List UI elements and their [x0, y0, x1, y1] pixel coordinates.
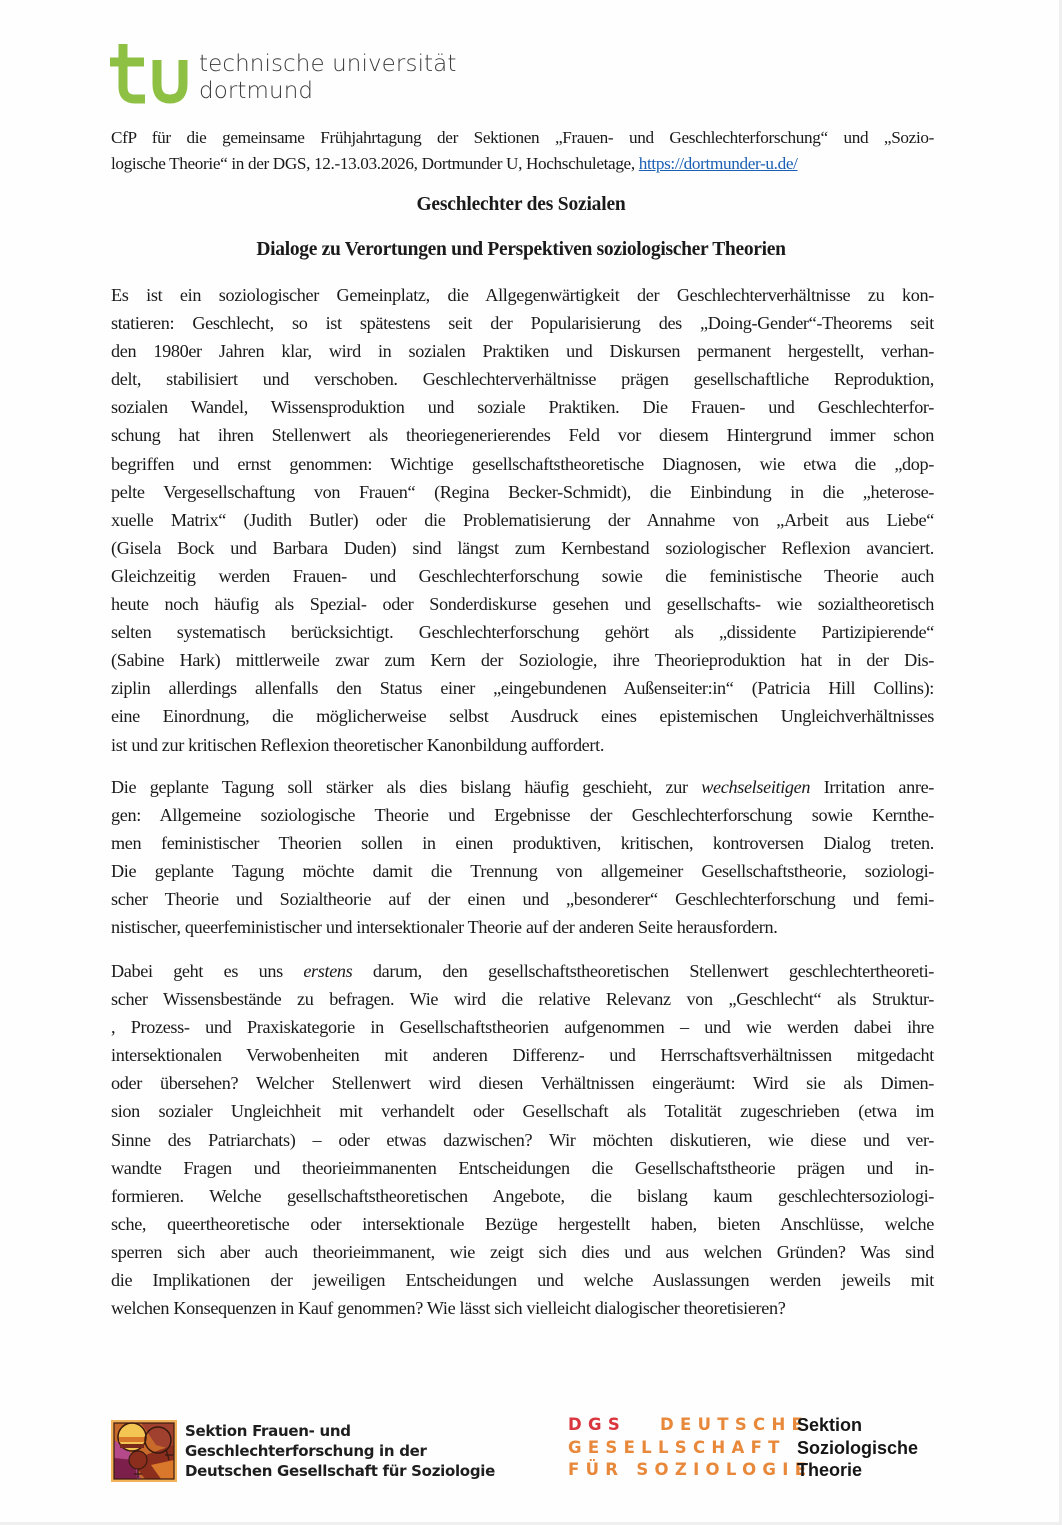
paragraph-line	[111, 773, 934, 801]
paragraph-line: sion sozialer Ungleichheit mit verhandelt oder Gesellschaft als Totalität zugeschrieben (etwa im	[111, 1101, 934, 1122]
paragraph-line: eine Einordnung, die möglicherweise selbst Ausdruck eines epistemischen Ungleichverhältnisses	[111, 706, 934, 727]
paragraph-line: heute noch häufig als Spezial- oder Sonderdiskurse gesehen und gesellschafts- wie sozialtheoretisch	[111, 594, 934, 615]
document-subtitle: Dialoge zu Verortungen und Perspektiven soziologischer Theorien	[256, 239, 786, 260]
text-run: Die geplante Tagung soll stärker als dies bislang häufig geschieht, zur	[111, 777, 702, 797]
text-run: darum, den gesellschaftstheoretischen Stellenwert geschlechtertheoreti-	[352, 961, 935, 981]
paragraph-3	[111, 957, 934, 1322]
sektion-theorie-line1: Sektion	[797, 1415, 863, 1435]
dortmunder-u-link[interactable]: https://dortmunder-u.de/	[638, 154, 798, 173]
paragraph-2	[111, 773, 934, 942]
paragraph-line: xuelle Matrix“ (Judith Butler) oder die Problematisierung der Annahme von „Arbeit aus Liebe“	[111, 509, 934, 530]
university-name-line1: technische universität	[199, 51, 457, 77]
dgs-abbreviation: DGS	[568, 1415, 627, 1434]
paragraph-line: ziplin allerdings allenfalls den Status einer „eingebundenen Außenseiter:in“ (Patricia Hill Collins):	[111, 678, 934, 699]
university-name	[199, 51, 457, 105]
paragraph-line	[111, 957, 934, 985]
cfp-line-2-text: logische Theorie“ in der DGS, 12.-13.03.2026, Dortmunder U, Hochschuletage,	[111, 154, 639, 173]
sektion-theorie-line2: Soziologische	[797, 1437, 919, 1458]
emphasis-erstens: erstens	[303, 961, 353, 981]
paragraph-line: welchen Konsequenzen in Kauf genommen? Wie lässt sich vielleicht dialogischer theoretisieren?	[111, 1298, 786, 1319]
emphasis-wechselseitigen: wechselseitigen	[701, 777, 811, 797]
cfp-intro	[111, 125, 934, 177]
paragraph-line: den 1980er Jahren klar, wird in sozialen Praktiken und Diskursen permanent hergestellt, verhan-	[111, 341, 934, 362]
paragraph-line: intersektionalen Verwobenheiten mit anderen Differenz- und Herrschaftsverhältnissen mitgedacht	[111, 1045, 934, 1066]
paragraph-line: gen: Allgemeine soziologische Theorie und Ergebnisse der Geschlechterforschung sowie Kernthe-	[111, 805, 934, 826]
paragraph-1	[111, 281, 934, 759]
paragraph-line: (Sabine Hark) mittlerweile zwar zum Kern der Soziologie, ihre Theorieproduktion hat in der Dis-	[111, 650, 934, 671]
sektion-frauen-line1: Sektion Frauen- und	[185, 1422, 351, 1440]
tu-dortmund-logo-icon	[110, 44, 190, 104]
paragraph-line: men feministischer Theorien sollen in einen produktiven, kritischen, kontroversen Dialog treten.	[111, 833, 934, 854]
text-run: Dabei geht es uns	[111, 961, 304, 981]
paragraph-line: formieren. Welche gesellschaftstheoretischen Angebote, die bislang kaum geschlechtersoziologi-	[111, 1185, 934, 1206]
paragraph-line: Sinne des Patriarchats) – oder etwas dazwischen? Wir möchten diskutieren, wie diese und ver-	[111, 1129, 934, 1150]
paragraph-line: , Prozess- und Praxiskategorie in Gesellschaftstheorien aufgenommen – und wie werden dabei ihre	[111, 1017, 934, 1038]
paragraph-line: scher Theorie und Sozialtheorie auf der einen und „besonderer“ Geschlechterforschung und femi-	[111, 889, 934, 910]
text-run: Irritation anre-	[810, 777, 935, 797]
sektion-frauen-geschlechterforschung-logo-icon	[111, 1420, 177, 1482]
paragraph-line: sperren sich aber auch theorieimmanent, wie zeigt sich dies und aus welchen Gründen? Was sind	[111, 1241, 934, 1262]
paragraph-line: schung hat ihren Stellenwert als theoriegenerierendes Feld vor diesem Hintergrund immer schon	[111, 425, 934, 446]
sektion-frauen-line3: Deutschen Gesellschaft für Soziologie	[185, 1462, 495, 1480]
paragraph-line: delt, stabilisiert und verschoben. Geschlechterverhältnisse prägen gesellschaftliche Reproduktion,	[111, 369, 934, 390]
sektion-frauen-label	[185, 1421, 495, 1481]
dgs-row-1-text: DEUTSCHE	[660, 1415, 810, 1434]
dgs-caps	[568, 1414, 809, 1437]
dgs-row-2-text: GESELLSCHAFT	[568, 1437, 786, 1457]
paragraph-line: statieren: Geschlecht, so ist spätestens seit der Popularisierung des „Doing-Gender“-Theorems seit	[111, 313, 934, 334]
paragraph-line: sche, queertheoretische oder intersektionale Bezüge hergestellt haben, bieten Anschlüsse, welche	[111, 1213, 934, 1234]
paragraph-line: Es ist ein soziologischer Gemeinplatz, die Allgegenwärtigkeit der Geschlechterverhältnisse zu kon-	[111, 285, 934, 305]
paragraph-line: (Gisela Bock und Barbara Duden) sind längst zum Kernbestand soziologischer Reflexion avanciert.	[111, 537, 934, 558]
cfp-line-1: CfP für die gemeinsame Frühjahrtagung der Sektionen „Frauen- und Geschlechterforschung“ und „Sozio-	[111, 128, 934, 147]
cfp-line-2	[111, 151, 934, 177]
paragraph-line: nistischer, queerfeministischer und intersektionaler Theorie auf der anderen Seite herausfordern.	[111, 917, 778, 938]
paragraph-line: sozialen Wandel, Wissensproduktion und soziale Praktiken. Die Frauen- und Geschlechterfor-	[111, 397, 934, 418]
paragraph-line: oder übersehen? Welcher Stellenwert wird diesen Verhältnissen eingeräumt: Wird sie als Dimen-	[111, 1073, 934, 1094]
paragraph-line: begriffen und ernst genommen: Wichtige gesellschaftstheoretische Diagnosen, wie etwa die „dop-	[111, 453, 934, 474]
university-name-line2: dortmund	[199, 78, 314, 104]
sektion-theorie-line3: Theorie	[797, 1460, 863, 1480]
sektion-frauen-line2: Geschlechterforschung in der	[185, 1442, 427, 1460]
paragraph-line: ist und zur kritischen Reflexion theoretischer Kanonbildung auffordert.	[111, 734, 605, 755]
dgs-row-3-text: FÜR SOZIOLOGIE	[568, 1460, 813, 1479]
paragraph-line: Gleichzeitig werden Frauen- und Geschlechterforschung sowie die feministische Theorie auch	[111, 565, 934, 586]
paragraph-line: die Implikationen der jeweiligen Entscheidungen und welche Auslassungen werden jeweils mit	[111, 1270, 934, 1291]
paragraph-line: pelte Vergesellschaftung von Frauen“ (Regina Becker-Schmidt), die Einbindung in die „heterose-	[111, 481, 934, 502]
paragraph-line: Die geplante Tagung möchte damit die Trennung von allgemeiner Gesellschaftstheorie, soziologi-	[111, 861, 934, 882]
paragraph-line: scher Wissensbestände zu befragen. Wie wird die relative Relevanz von „Geschlecht“ als Struktur-	[111, 989, 934, 1010]
paragraph-line: wandte Fragen und theorieimmanenten Entscheidungen die Gesellschaftstheorie prägen und in-	[111, 1157, 934, 1178]
paragraph-line: selten systematisch berücksichtigt. Geschlechterforschung gehört als „dissidente Partizipierende“	[111, 622, 934, 643]
document-title: Geschlechter des Sozialen	[416, 194, 626, 215]
